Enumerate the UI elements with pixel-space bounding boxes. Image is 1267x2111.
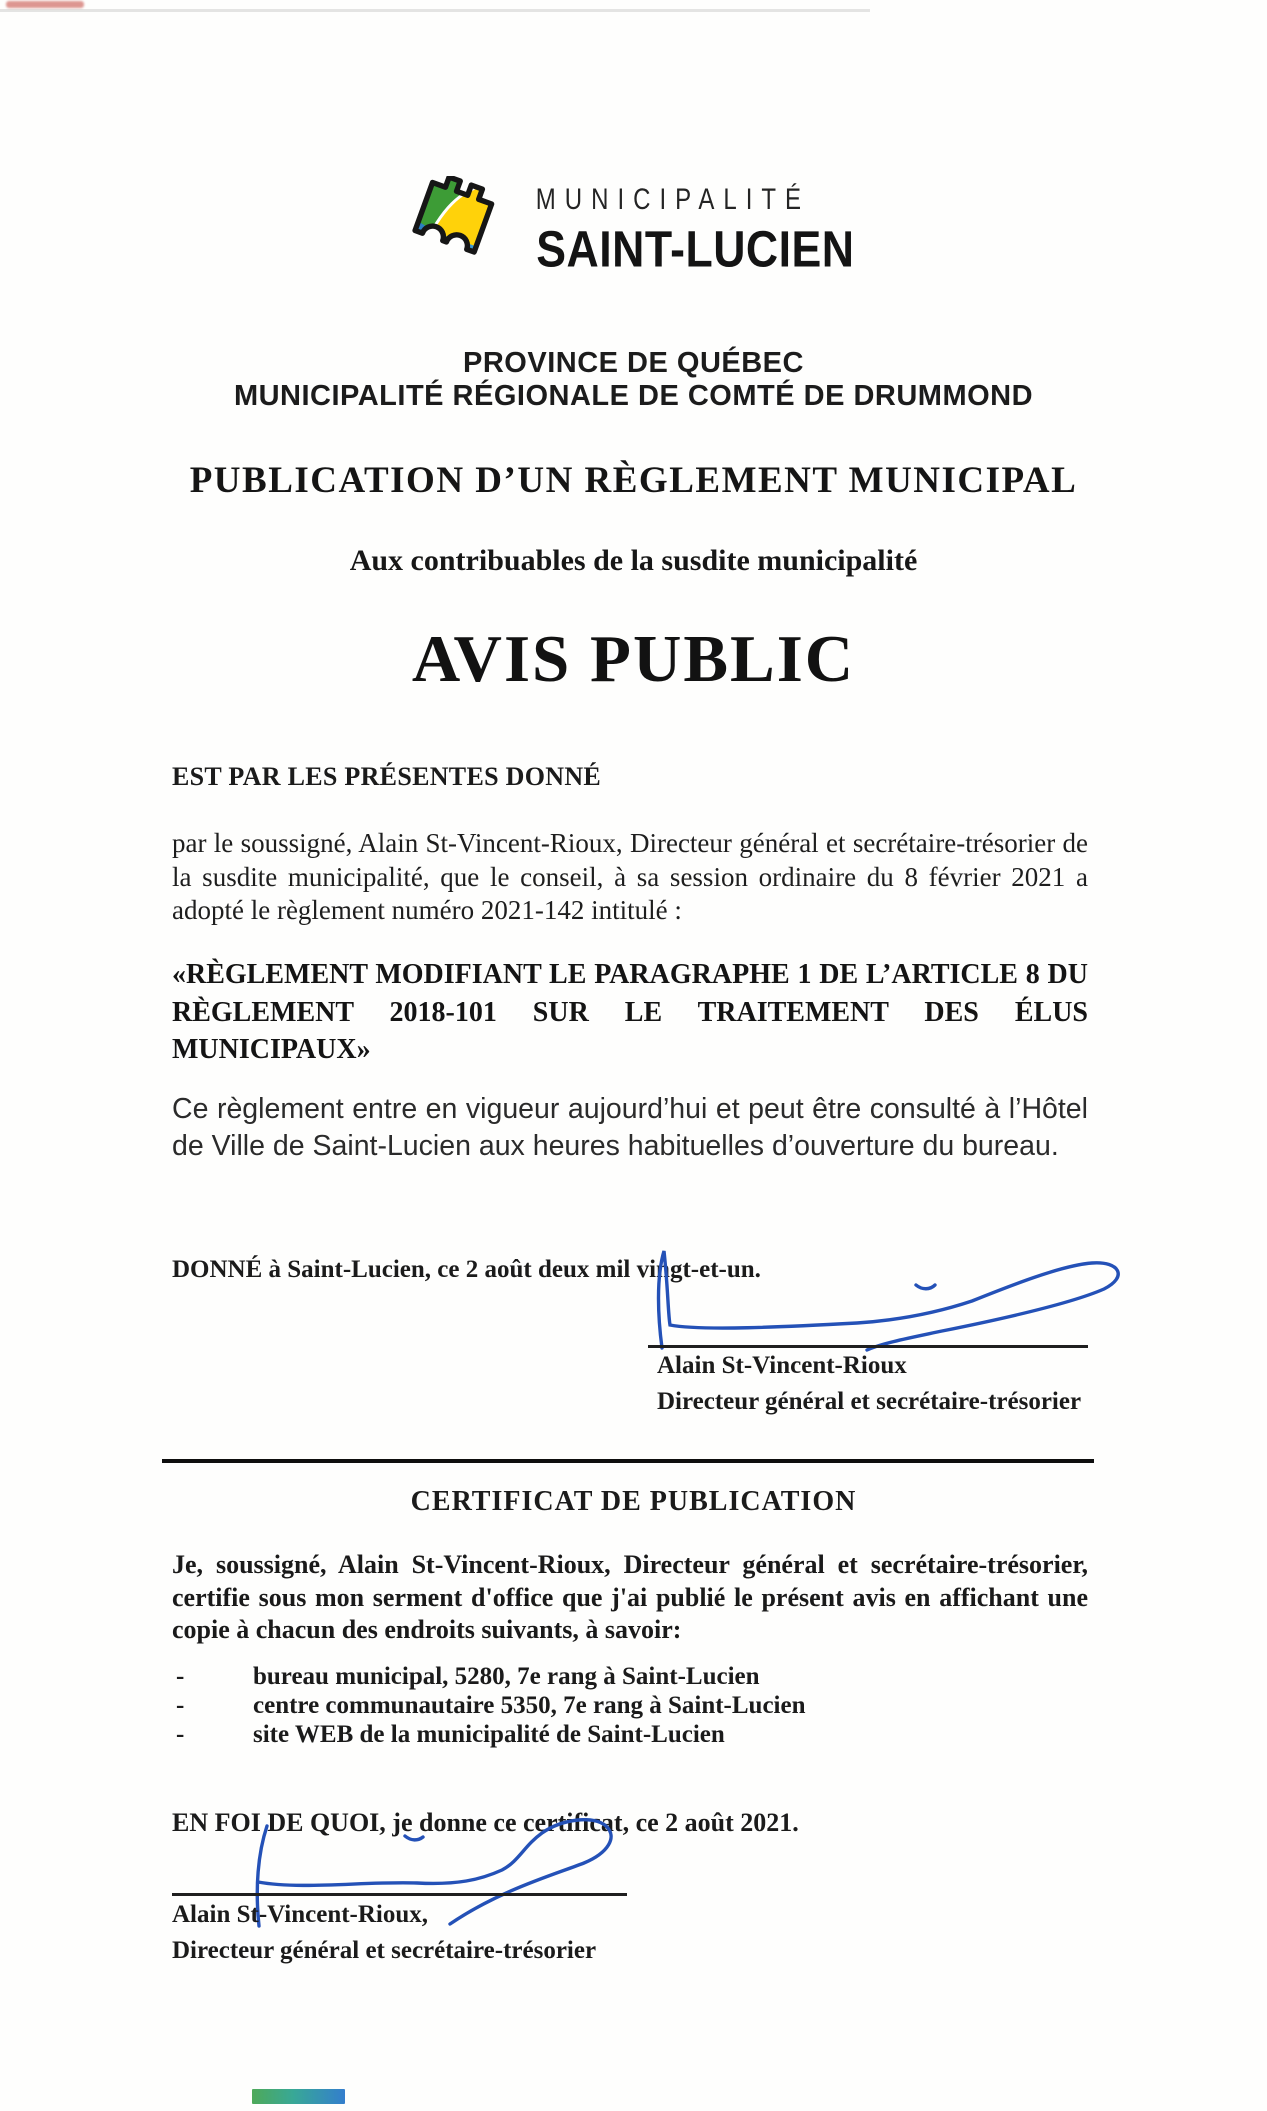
- saint-lucien-castle-puzzle-icon: [394, 176, 516, 286]
- list-dash: -: [176, 1663, 185, 1690]
- province-header: [0, 347, 1267, 413]
- location-text: centre communautaire 5350, 7e rang à Saint-Lucien: [253, 1692, 806, 1719]
- addressee-line: Aux contribuables de la susdite municipalité: [349, 544, 918, 577]
- location-text: site WEB de la municipalité de Saint-Lucien: [253, 1721, 725, 1748]
- logo-text-municipalite: MUNICIPALITÉ: [535, 182, 811, 217]
- dated-line: DONNÉ à Saint-Lucien, ce 2 août deux mil vingt-et-un.: [172, 1256, 761, 1283]
- scan-artifact-red-mark: [6, 1, 84, 8]
- logo-text-saint-lucien: SAINT-LUCIEN: [535, 220, 854, 278]
- list-item: [172, 1662, 1088, 1691]
- signatory-title-2: Directeur général et secrétaire-trésorier: [172, 1937, 597, 1964]
- list-dash: -: [176, 1721, 185, 1748]
- logo-wordmark: [535, 182, 864, 278]
- public-notice-title: AVIS PUBLIC: [411, 622, 856, 696]
- signature-ink-1: [642, 1243, 1132, 1355]
- regulation-title: «RÈGLEMENT MODIFIANT LE PARAGRAPHE 1 DE L’ARTICLE 8 DU RÈGLEMENT 2018-101 SUR LE TRAITEMENT DES ÉLUS MUNICIPAUX»: [172, 959, 1088, 1065]
- signatory-name-1: Alain St-Vincent-Rioux: [657, 1352, 907, 1379]
- posting-locations-list: [172, 1662, 1088, 1749]
- signatory-title-1: Directeur général et secrétaire-trésorier: [657, 1388, 1082, 1415]
- list-item: [172, 1720, 1088, 1749]
- section-divider: [162, 1459, 1094, 1463]
- province-line-1: PROVINCE DE QUÉBEC: [463, 347, 804, 379]
- signatory-name-2: Alain St-Vincent-Rioux,: [172, 1901, 429, 1928]
- attestation-line: EN FOI DE QUOI, je donne ce certificat, ce 2 août 2021.: [172, 1808, 799, 1837]
- given-line: EST PAR LES PRÉSENTES DONNÉ: [172, 762, 602, 791]
- scan-artifact-bottom-color-strip: [252, 2089, 345, 2104]
- publication-title: PUBLICATION D’UN RÈGLEMENT MUNICIPAL: [189, 460, 1078, 501]
- effect-paragraph: Ce règlement entre en vigueur aujourd’hui et peut être consulté à l’Hôtel de Ville de Saint-Lucien aux heures habituelles d’ouverture du bureau.: [172, 1093, 1088, 1162]
- province-line-2: MUNICIPALITÉ RÉGIONALE DE COMTÉ DE DRUMMOND: [233, 380, 1034, 412]
- list-dash: -: [176, 1692, 185, 1719]
- certificate-body: Je, soussigné, Alain St-Vincent-Rioux, Directeur général et secrétaire-trésorier, certifie sous mon serment d'office que j'ai publié le présent avis en affichant une copie à chacun des endroits suivants, à savoir:: [172, 1550, 1088, 1644]
- list-item: [172, 1691, 1088, 1720]
- signature-line-1: [648, 1345, 1088, 1348]
- intro-paragraph: par le soussigné, Alain St-Vincent-Rioux, Directeur général et secrétaire-trésorier de la susdite municipalité, que le conseil, à sa session ordinaire du 8 février 2021 a adopté le règlement numéro 2021-142 intitulé :: [172, 828, 1088, 925]
- signature-line-2: [172, 1893, 627, 1896]
- location-text: bureau municipal, 5280, 7e rang à Saint-Lucien: [253, 1663, 760, 1690]
- municipal-logo: [394, 176, 864, 286]
- scan-artifact-top-line: [0, 9, 870, 12]
- certificate-heading: CERTIFICAT DE PUBLICATION: [410, 1486, 857, 1517]
